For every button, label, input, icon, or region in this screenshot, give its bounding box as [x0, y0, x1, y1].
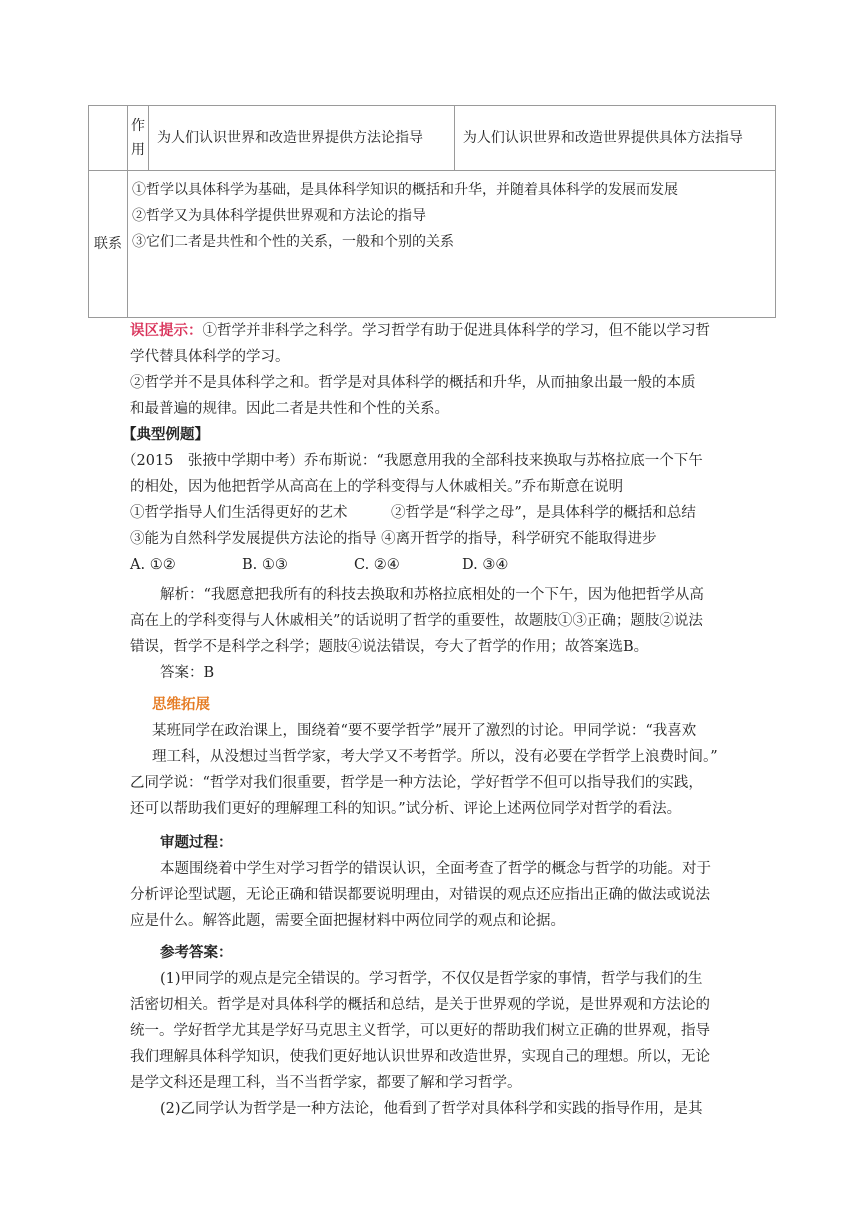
- option-d: D. ③④: [462, 557, 509, 573]
- reference-section: [130, 940, 738, 1122]
- reference-line-2: 活密切相关。哲学是对具体科学的概括和总结，是关于世界观的学说，是世界观和方法论的: [130, 997, 710, 1013]
- example-question-2: 的相处，因为他把哲学从高高在上的学科变得与人休戚相关。”乔布斯意在说明: [130, 479, 624, 495]
- misconception-line-4: 和最普遍的规律。因此二者是共性和个性的关系。: [130, 401, 449, 417]
- example-analysis-3: 错误，哲学不是科学之科学；题肢④说法错误，夸大了哲学的作用；故答案选B。: [130, 639, 649, 655]
- misconception-line-1: ①哲学并非科学之科学。学习哲学有助于促进具体科学的学习，但不能以学习哲: [202, 323, 710, 339]
- reference-line-6: (2)乙同学认为哲学是一种方法论，他看到了哲学对具体科学和实践的指导作用，是其: [160, 1101, 703, 1117]
- misconception-line-3: ②哲学并不是具体科学之和。哲学是对具体科学的概括和升华，从而抽象出最一般的本质: [130, 375, 696, 391]
- example-statement-1: ①哲学指导人们生活得更好的艺术 ②哲学是“科学之母”，是具体科学的概括和总结: [130, 505, 696, 521]
- option-a: A. ①②: [130, 557, 176, 573]
- example-statement-2: ③能为自然科学发展提供方法论的指导 ④离开哲学的指导，科学研究不能取得进步: [130, 531, 657, 547]
- option-c: C. ②④: [354, 557, 400, 573]
- extension-section: [130, 692, 738, 822]
- example-answer: 答案：B: [160, 665, 215, 681]
- extension-heading: 思维拓展: [152, 696, 210, 713]
- reference-line-1: (1)甲同学的观点是完全错误的。学习哲学，不仅仅是哲学家的事情，哲学与我们的生: [160, 971, 703, 987]
- relation-label-cell: 联系: [89, 171, 128, 318]
- reference-line-5: 是学文科还是理工科，当不当哲学家，都要了解和学习哲学。: [130, 1075, 522, 1091]
- reference-line-3: 统一。学好哲学尤其是学好马克思主义哲学，可以更好的帮助我们树立正确的世界观，指导: [130, 1023, 710, 1039]
- example-analysis-1: 解析：“我愿意把我所有的科技去换取和苏格拉底相处的一个下午，因为他把哲学从高: [160, 587, 704, 603]
- relation-item-2: ②哲学又为具体科学提供世界观和方法论的指导: [132, 208, 426, 224]
- reference-line-4: 我们理解具体科学知识，使我们更好地认识世界和改造世界，实现自己的理想。所以，无论: [130, 1049, 710, 1065]
- analysis-heading: 审题过程：: [160, 834, 233, 851]
- extension-line-2: 理工科，从没想过当哲学家，考大学又不考哲学。所以，没有必要在学哲学上浪费时间。”: [152, 749, 718, 765]
- analysis-line-1: 本题围绕着中学生对学习哲学的错误认识，全面考查了哲学的概念与哲学的功能。对于: [160, 861, 711, 877]
- relation-item-3: ③它们二者是共性和个性的关系，一般和个别的关系: [132, 234, 454, 250]
- analysis-line-2: 分析评论型试题，无论正确和错误都要说明理由，对错误的观点还应指出正确的做法或说法: [130, 887, 710, 903]
- example-options: [122, 552, 730, 578]
- example-question-1: （2015 张掖中学期中考）乔布斯说：“我愿意用我的全部科技来换取与苏格拉底一个下午: [122, 453, 703, 469]
- misconception-section: [130, 318, 738, 422]
- science-role-cell: 为人们认识世界和改造世界提供具体方法指导: [454, 106, 775, 171]
- relation-content-cell: [128, 171, 776, 318]
- misconception-line-2: 学代替具体科学的学习。: [130, 349, 290, 365]
- role-label-cell: 作用: [128, 106, 149, 171]
- example-section: [122, 422, 730, 686]
- relation-item-1: ①哲学以具体科学为基础，是具体科学知识的概括和升华，并随着具体科学的发展而发展: [132, 182, 678, 198]
- reference-heading: 参考答案：: [160, 944, 233, 961]
- relation-row: [89, 171, 776, 318]
- extension-line-4: 还可以帮助我们更好的理解理工科的知识。”试分析、评论上述两位同学对哲学的看法。: [130, 801, 682, 817]
- extension-line-1: 某班同学在政治课上，围绕着“要不要学哲学”展开了激烈的讨论。甲同学说：“我喜欢: [152, 723, 697, 739]
- extension-line-3: 乙同学说：“哲学对我们很重要，哲学是一种方法论，学好哲学不但可以指导我们的实践，: [130, 775, 703, 791]
- table-left-blank-cell: [89, 106, 128, 171]
- analysis-section: [130, 830, 738, 934]
- role-row: [89, 106, 776, 171]
- misconception-title: 误区提示：: [130, 322, 203, 339]
- option-b: B. ①③: [242, 557, 288, 573]
- example-heading: 【典型例题】: [122, 426, 209, 443]
- philosophy-role-cell: 为人们认识世界和改造世界提供方法论指导: [149, 106, 455, 171]
- comparison-table: [88, 105, 776, 318]
- example-analysis-2: 高在上的学科变得与人休戚相关”的话说明了哲学的重要性，故题肢①③正确；题肢②说法: [130, 613, 703, 629]
- analysis-line-3: 应是什么。解答此题，需要全面把握材料中两位同学的观点和论据。: [130, 913, 565, 929]
